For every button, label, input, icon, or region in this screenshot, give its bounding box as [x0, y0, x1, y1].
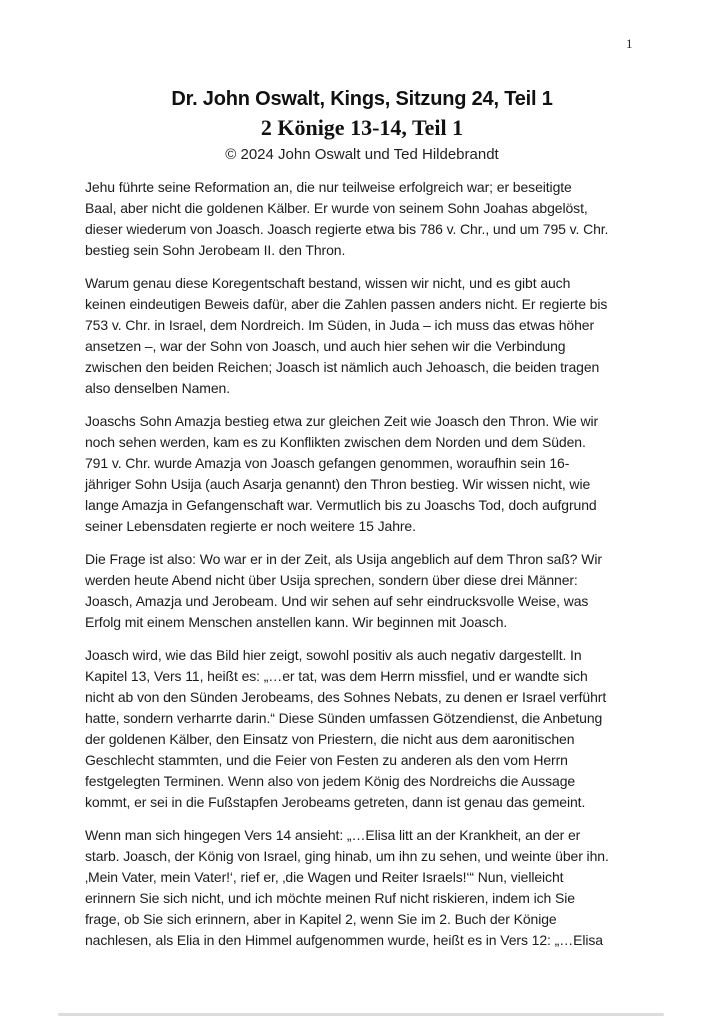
- text-line: Erfolg mit einem Menschen anstellen kann. Wir beginnen mit Joasch.: [85, 614, 508, 630]
- text-line: keinen eindeutigen Beweis dafür, aber die Zahlen passen anders nicht. Er regierte bis: [85, 296, 608, 312]
- text-line: Warum genau diese Koregentschaft bestand, wissen wir nicht, und es gibt auch: [85, 275, 571, 291]
- paragraph: [85, 273, 647, 399]
- copyright-line: © 2024 John Oswalt und Ted Hildebrandt: [225, 146, 499, 163]
- text-line: ‚Mein Vater, mein Vater!‘, rief er, ‚die Wagen und Reiter Israels!‘“ Nun, vielleicht: [85, 869, 564, 885]
- text-line: 753 v. Chr. in Israel, dem Nordreich. Im Süden, in Juda – ich muss das etwas höher: [85, 317, 595, 333]
- text-line: noch sehen werden, kam es zu Konflikten zwischen dem Norden und dem Süden.: [85, 434, 586, 450]
- document-body: [85, 177, 647, 963]
- text-line: lange Amazja in Gefangenschaft war. Vermutlich bis zu Joaschs Tod, doch aufgrund: [85, 497, 597, 513]
- text-line: festgelegten Terminen. Wenn also von jedem König des Nordreichs die Aussage: [85, 773, 576, 789]
- text-line: ansetzen –, war der Sohn von Joasch, und auch hier sehen wir die Verbindung: [85, 338, 566, 354]
- text-line: Jehu führte seine Reformation an, die nur teilweise erfolgreich war; er beseitigte: [85, 179, 572, 195]
- text-line: jähriger Sohn Usija (auch Asarja genannt) den Thron bestieg. Wir wissen nicht, wie: [85, 476, 591, 492]
- text-line: Joasch, Amazja und Jerobeam. Und wir sehen auf sehr eindrucksvolle Weise, was: [85, 593, 589, 609]
- text-line: werden heute Abend nicht über Usija sprechen, sondern über diese drei Männer:: [85, 572, 578, 588]
- text-line: nicht ab von den Sünden Jerobeams, des Sohnes Nebats, zu denen er Israel verführt: [85, 689, 607, 705]
- page-number: 1: [626, 36, 633, 51]
- paragraph: [85, 825, 647, 951]
- document-subtitle: 2 Könige 13-14, Teil 1: [260, 115, 464, 140]
- text-line: Wenn man sich hingegen Vers 14 ansieht: „…Elisa litt an der Krankheit, an der er: [85, 827, 581, 843]
- text-line: seiner Lebensdaten regierte er noch weitere 15 Jahre.: [85, 518, 416, 534]
- text-line: Baal, aber nicht die goldenen Kälber. Er wurde von seinem Sohn Joahas abgelöst,: [85, 200, 588, 216]
- text-line: Joasch wird, wie das Bild hier zeigt, sowohl positiv als auch negativ dargestellt. In: [85, 647, 582, 663]
- paragraph: [85, 411, 647, 537]
- text-line: kommt, er sei in die Fußstapfen Jerobeams getreten, dann ist genau das gemeint.: [85, 794, 586, 810]
- text-line: zwischen den beiden Reichen; Joasch ist nämlich auch Jehoasch, die beiden tragen: [85, 359, 600, 375]
- text-line: Die Frage ist also: Wo war er in der Zeit, als Usija angeblich auf dem Thron saß? Wir: [85, 551, 602, 567]
- text-line: erinnern Sie sich nicht, und ich möchte meinen Ruf nicht riskieren, indem ich Sie: [85, 890, 575, 906]
- text-line: dieser wiederum von Joasch. Joasch regierte etwa bis 786 v. Chr., und um 795 v. Chr.: [85, 221, 609, 237]
- text-line: der goldenen Kälber, den Einsatz von Priestern, die nicht aus dem aaronitischen: [85, 731, 575, 747]
- text-line: nachlesen, als Elia in den Himmel aufgenommen wurde, heißt es in Vers 12: „…Elisa: [85, 932, 603, 948]
- document-header: [0, 86, 724, 165]
- paragraph: [85, 177, 647, 261]
- text-line: also denselben Namen.: [85, 380, 230, 396]
- text-line: Kapitel 13, Vers 11, heißt es: „…er tat, was dem Herrn missfiel, und er wandte sich: [85, 668, 588, 684]
- text-line: hatte, sondern verharrte darin.“ Diese Sünden umfassen Götzendienst, die Anbetung: [85, 710, 603, 726]
- text-line: frage, ob Sie sich erinnern, aber in Kapitel 2, wenn Sie im 2. Buch der Könige: [85, 911, 557, 927]
- text-line: Geschlecht stammten, und die Feier von Festen zu anderen als den vom Herrn: [85, 752, 568, 768]
- page-edge-divider: [58, 1013, 664, 1016]
- text-line: 791 v. Chr. wurde Amazja von Joasch gefangen genommen, woraufhin sein 16-: [85, 455, 570, 471]
- paragraph: [85, 549, 647, 633]
- text-line: bestieg sein Sohn Jerobeam II. den Thron.: [85, 242, 346, 258]
- paragraph: [85, 645, 647, 813]
- text-line: Joaschs Sohn Amazja bestieg etwa zur gleichen Zeit wie Joasch den Thron. Wie wir: [85, 413, 599, 429]
- text-line: starb. Joasch, der König von Israel, ging hinab, um ihn zu sehen, und weinte über ihn.: [85, 848, 609, 864]
- document-title: Dr. John Oswalt, Kings, Sitzung 24, Teil 1: [171, 88, 553, 110]
